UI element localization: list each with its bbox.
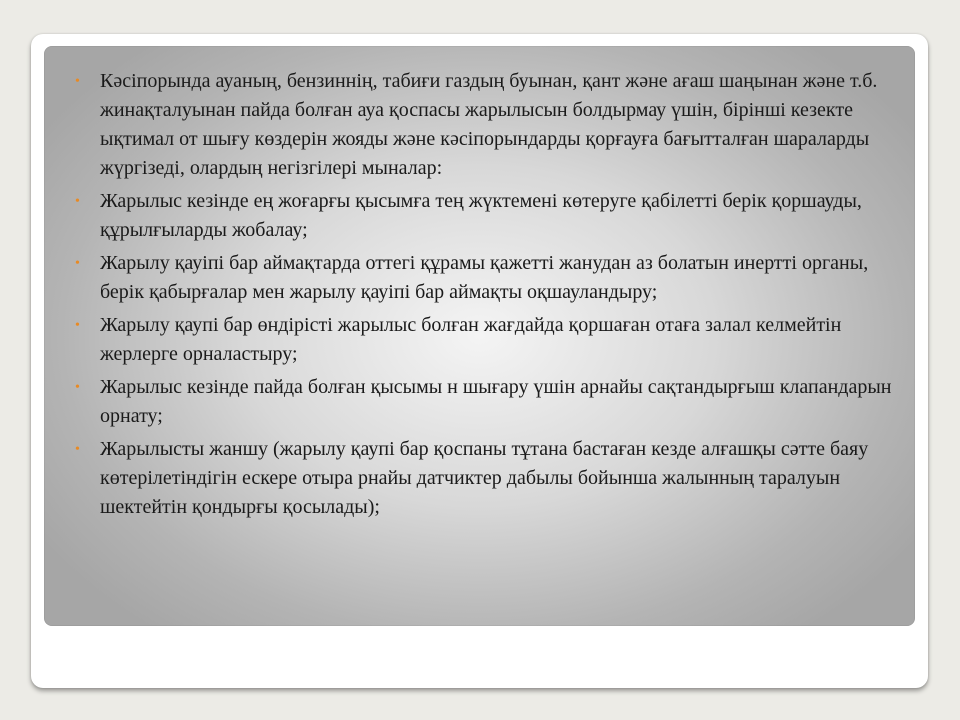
bullet-text: Жарылу қаупі бар өндірісті жарылыс болған жағдайда қоршаған отаға залал келмейтін жерлерге орналастыру; [100,314,842,365]
list-item [73,249,893,307]
bullet-text: Жарылысты жаншу (жарылу қаупі бар қоспаны тұтана бастаған кезде алғашқы сәтте баяу көтерілетіндігін ескере отыра рнайы датчиктер дабылы бойынша жалынның таралуын шектейтін қондырғы қосылады); [100,438,869,518]
list-item [73,311,893,369]
bullet-dot-icon: • [75,74,80,89]
bullet-dot-icon: • [75,194,80,209]
bullet-text: Кәсіпорында ауаның, бензиннің, табиғи газдың буынан, қант және ағаш шаңынан және т.б. жинақталуынан пайда болған ауа қоспасы жарылысын болдырмау үшін, бірінші кезекте ықтимал от шығу көздерін жояды және кәсіпорындарды қорғауға бағытталған шараларды жүргізеді, олардың негізгілері мыналар: [100,70,878,179]
list-item [73,67,893,183]
bullet-dot-icon: • [75,442,80,457]
bullet-dot-icon: • [75,256,80,271]
list-item [73,373,893,431]
bullet-text: Жарылу қауіпі бар аймақтарда оттегі құрамы қажетті жанудан аз болатын инертті органы, берік қабырғалар мен жарылу қауіпі бар аймақты оқшауландыру; [100,252,869,303]
bullet-text: Жарылыс кезінде ең жоғарғы қысымға тең жүктемені көтеруге қабілетті берік қоршауды, құрылғыларды жобалау; [100,190,862,241]
bullet-text: Жарылыс кезінде пайда болған қысымы н шығару үшін арнайы сақтандырғыш клапандарын орнату; [100,376,892,427]
bullet-dot-icon: • [75,380,80,395]
bullet-dot-icon: • [75,318,80,333]
list-item [73,187,893,245]
bullet-list [73,67,893,526]
list-item [73,435,893,522]
